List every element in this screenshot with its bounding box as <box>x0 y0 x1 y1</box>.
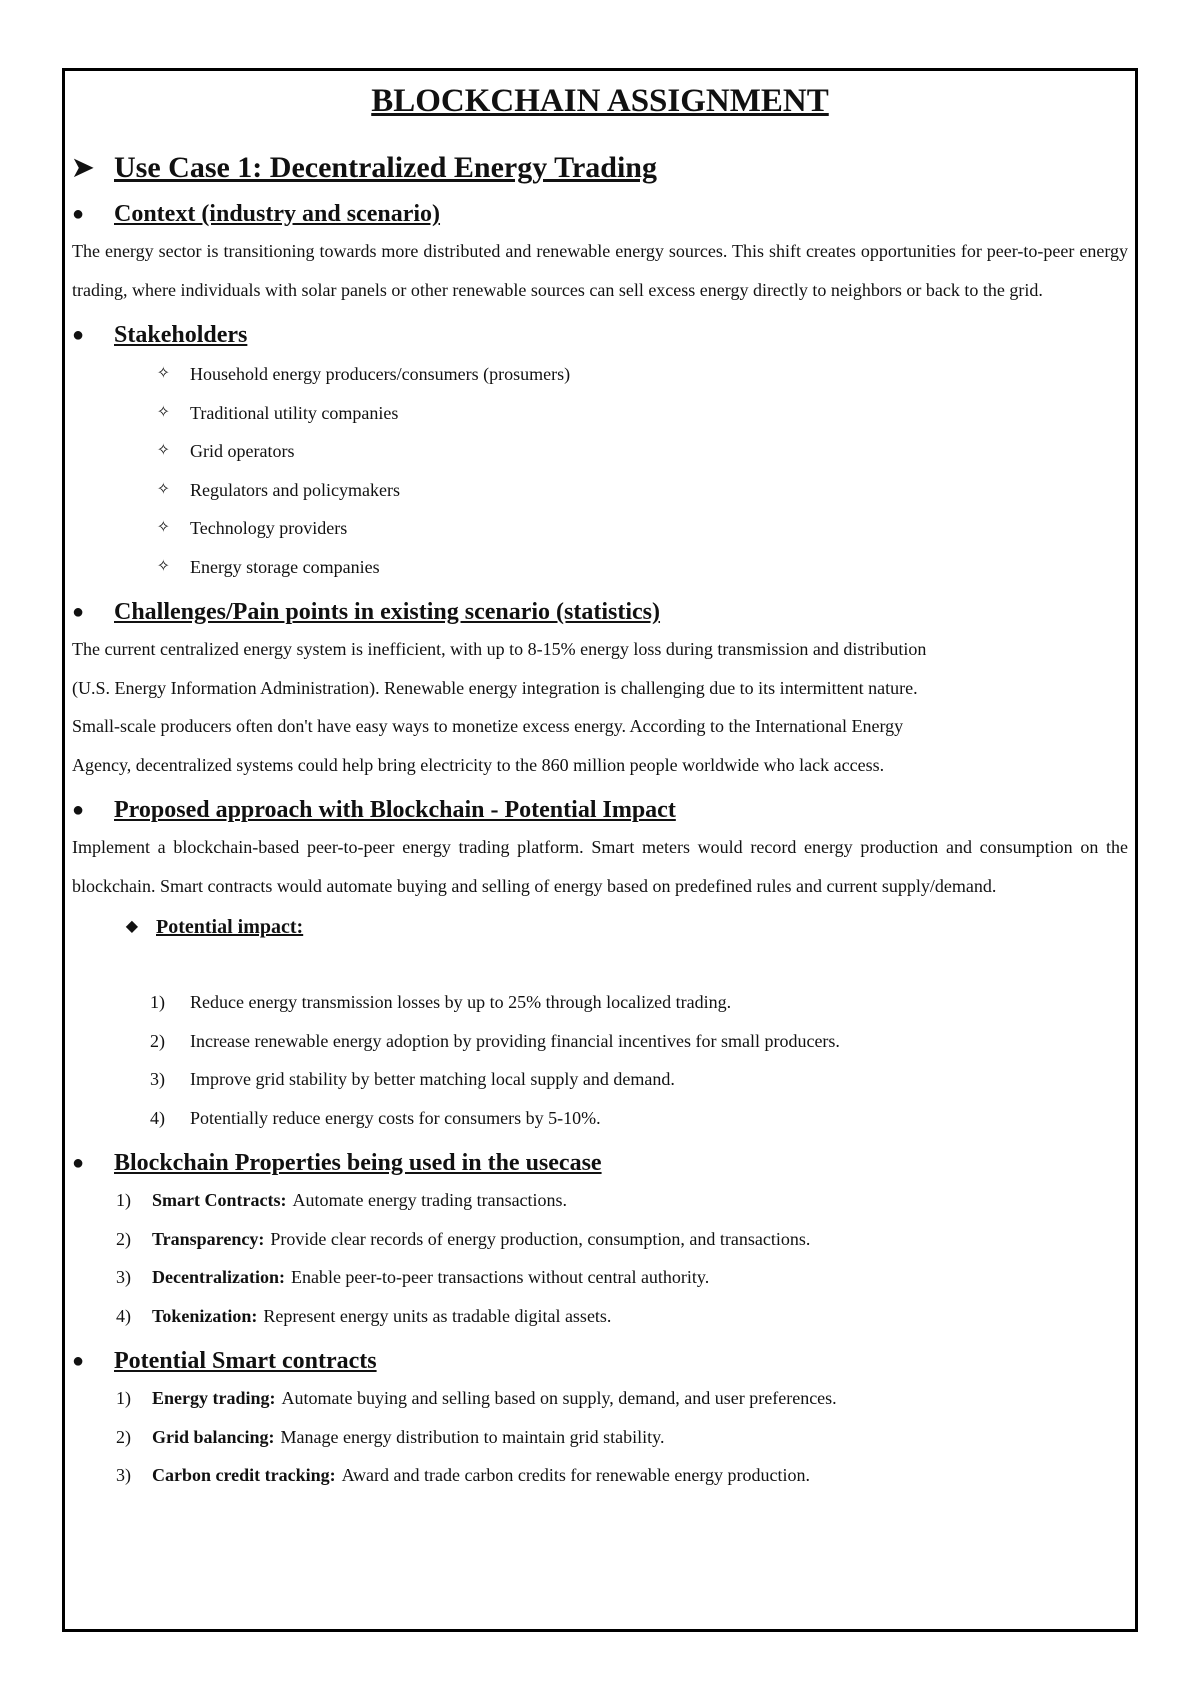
use-case-heading <box>72 148 1128 188</box>
potential-impact-heading-text: Potential impact: <box>156 916 304 938</box>
diamond-bullet-icon: ✧ <box>156 365 170 382</box>
arrow-bullet-icon: ➤ <box>72 153 94 182</box>
challenges-line: (U.S. Energy Information Administration). Renewable energy integration is challenging due to its intermittent nature. <box>72 677 918 698</box>
list-item: ✧ Grid operators <box>72 432 1128 471</box>
bullet-icon: ● <box>72 601 85 623</box>
stakeholders-heading <box>72 317 1128 353</box>
list-item: 4) Tokenization: Represent energy units as tradable digital assets. <box>116 1305 612 1326</box>
challenges-line: Agency, decentralized systems could help bring electricity to the 860 million people worldwide who lack access. <box>72 754 885 775</box>
contracts-heading-text: Potential Smart contracts <box>114 1348 377 1374</box>
stakeholders-list <box>72 355 1128 586</box>
bullet-icon: ● <box>72 799 85 821</box>
properties-list <box>72 1181 1128 1335</box>
diamond-bullet-icon: ✧ <box>156 557 170 575</box>
list-item: ✧ Household energy producers/consumers (prosumers) <box>72 355 1128 394</box>
use-case-title: Use Case 1: Decentralized Energy Trading <box>114 151 657 184</box>
list-item: 1) Reduce energy transmission losses by up to 25% through localized trading. <box>150 992 732 1012</box>
list-item: ✧ Technology providers <box>72 509 1128 548</box>
stakeholders-heading-text: Stakeholders <box>114 322 248 348</box>
contracts-list <box>72 1379 1128 1495</box>
challenges-line: The current centralized energy system is inefficient, with up to 8-15% energy loss during transmission and distribution <box>72 639 927 659</box>
list-item: 1) Energy trading: Automate buying and selling based on supply, demand, and user preferences. <box>116 1388 837 1408</box>
diamond-bullet-icon: ✧ <box>156 403 170 421</box>
page-title: BLOCKCHAIN ASSIGNMENT <box>371 83 829 119</box>
challenges-line: Small-scale producers often don't have easy ways to monetize excess energy. According to the International Energy <box>72 716 904 736</box>
list-item: 2) Transparency: Provide clear records of energy production, consumption, and transactions. <box>116 1228 811 1249</box>
list-item: 1) Smart Contracts: Automate energy trading transactions. <box>116 1190 568 1210</box>
list-item: 2) Increase renewable energy adoption by providing financial incentives for small producers. <box>150 1030 840 1051</box>
list-item: 3) Improve grid stability by better matching local supply and demand. <box>150 1069 675 1089</box>
diamond-bullet-icon: ✧ <box>156 442 170 459</box>
list-item: 3) Carbon credit tracking: Award and trade carbon credits for renewable energy production. <box>116 1465 810 1485</box>
list-item: ✧ Energy storage companies <box>72 548 1128 587</box>
list-item: 3) Decentralization: Enable peer-to-peer transactions without central authority. <box>116 1267 710 1287</box>
bullet-icon: ● <box>72 1350 85 1372</box>
challenges-paragraph <box>72 630 1128 784</box>
document-content <box>72 68 1128 1495</box>
approach-paragraph: Implement a blockchain-based peer-to-peer energy trading platform. Smart meters would record energy production and consumption on the blockchain. Smart contracts would automate buying and selling of energy based on predefined rules and current supply/demand. <box>72 837 1128 896</box>
properties-heading-text: Blockchain Properties being used in the usecase <box>114 1150 602 1176</box>
bullet-icon: ● <box>72 1152 85 1174</box>
context-heading <box>72 196 1128 232</box>
diamond-bullet-icon: ✧ <box>156 519 170 536</box>
approach-heading-text: Proposed approach with Blockchain - Potential Impact <box>114 797 676 823</box>
list-item: 4) Potentially reduce energy costs for consumers by 5-10%. <box>150 1107 601 1128</box>
context-heading-text: Context (industry and scenario) <box>114 201 441 227</box>
potential-impact-heading <box>72 909 1128 945</box>
approach-heading <box>72 792 1128 828</box>
list-item: ✧ Regulators and policymakers <box>72 471 1128 510</box>
diamond-bullet-icon: ◆ <box>125 918 138 935</box>
list-item: 2) Grid balancing: Manage energy distribution to maintain grid stability. <box>116 1426 665 1447</box>
properties-heading <box>72 1145 1128 1181</box>
challenges-heading <box>72 594 1128 630</box>
list-item: ✧ Traditional utility companies <box>72 394 1128 433</box>
diamond-bullet-icon: ✧ <box>156 480 170 498</box>
contracts-heading <box>72 1343 1128 1379</box>
bullet-icon: ● <box>72 324 85 346</box>
bullet-icon: ● <box>72 203 85 225</box>
challenges-heading-text: Challenges/Pain points in existing scenario (statistics) <box>114 599 661 625</box>
impact-list <box>72 983 1128 1137</box>
context-paragraph: The energy sector is transitioning towards more distributed and renewable energy sources. This shift creates opportunities for peer-to-peer energy trading, where individuals with solar panels or other renewable sources can sell excess energy directly to neighbors or back to the grid. <box>72 241 1128 300</box>
